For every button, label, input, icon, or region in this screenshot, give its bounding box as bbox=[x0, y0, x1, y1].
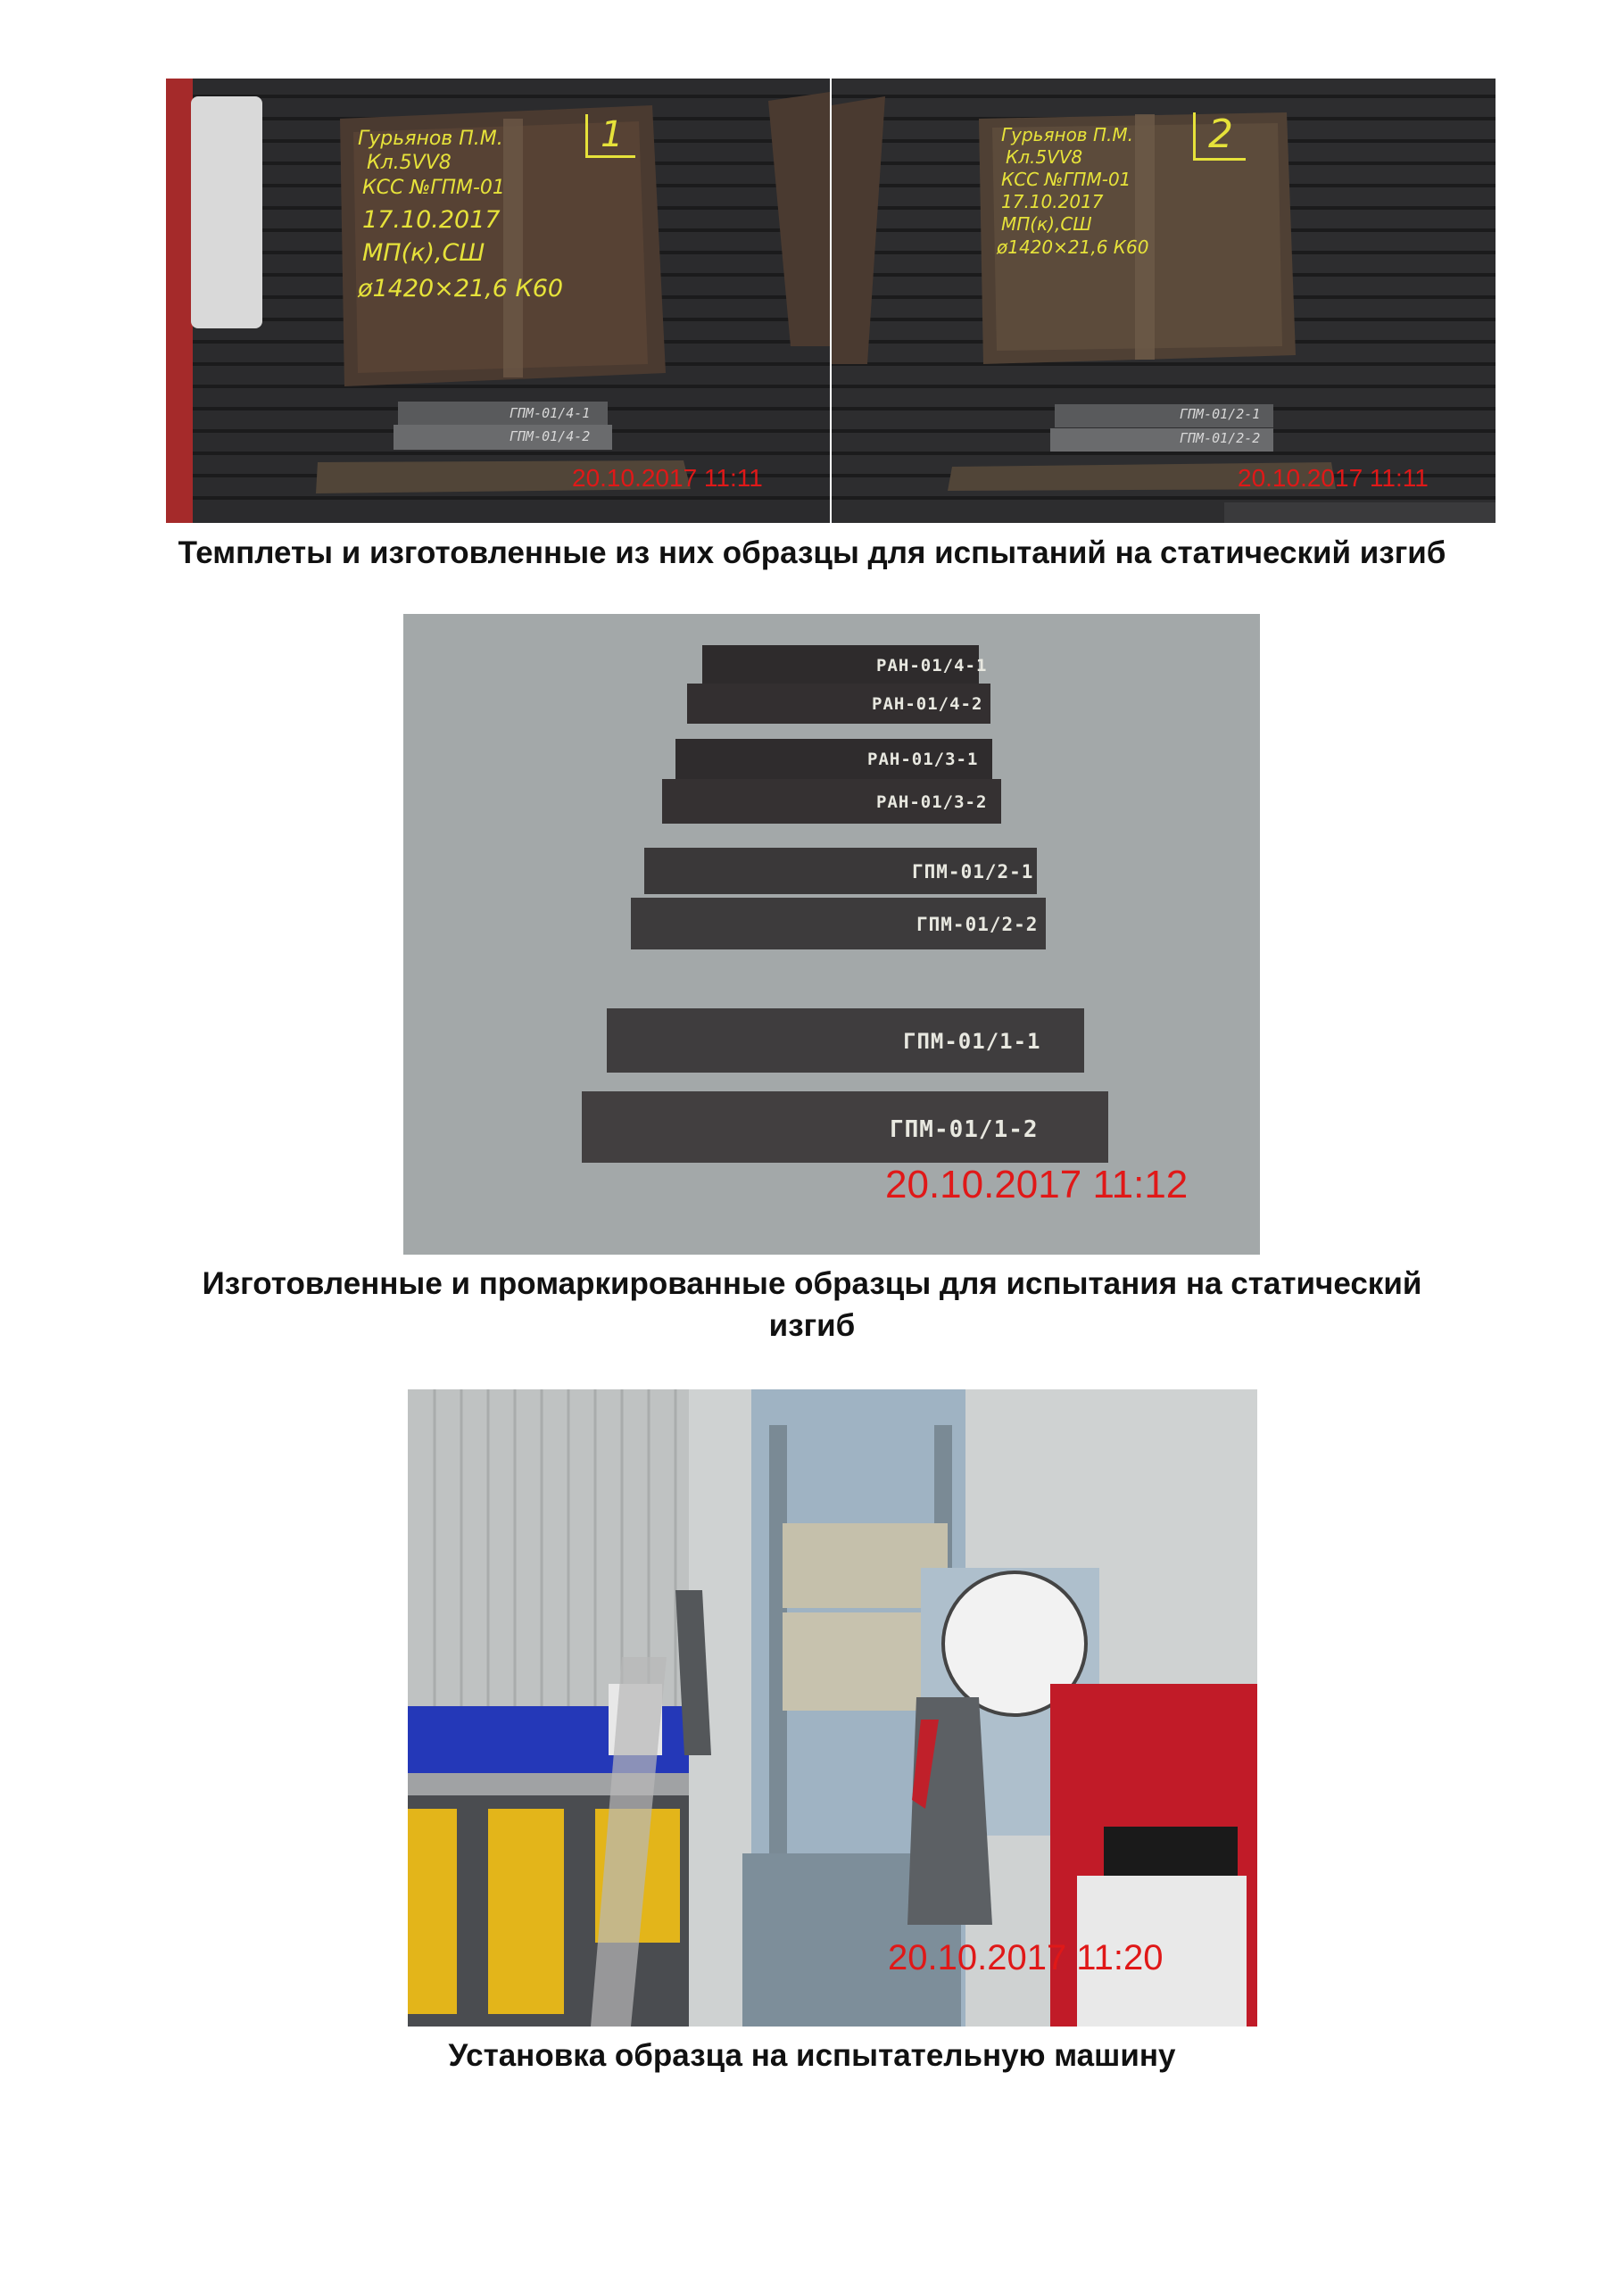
specimen-label-4: РАН-01/3-2 bbox=[876, 792, 988, 812]
bar-label-left-1: ГПМ-01/4-1 bbox=[510, 405, 591, 421]
specimen-label-6: ГПМ-01/2-2 bbox=[916, 914, 1039, 935]
bar-label-left-2: ГПМ-01/4-2 bbox=[510, 428, 591, 444]
photo-marked-specimens bbox=[403, 614, 1260, 1255]
timestamp-right: 20.10.2017 11:11 bbox=[1238, 464, 1429, 492]
plate2-number: 2 bbox=[1193, 112, 1246, 161]
plate2-label-line6: ø1420×21,6 К60 bbox=[997, 236, 1149, 258]
timestamp-left: 20.10.2017 11:11 bbox=[572, 464, 763, 492]
specimen-label-7: ГПМ-01/1-1 bbox=[903, 1029, 1041, 1054]
plate1-label-line2: Кл.5VV8 bbox=[367, 152, 452, 174]
photo-templates-right bbox=[832, 79, 1496, 523]
plate1-label-line3: КСС №ГПМ-01 bbox=[362, 177, 505, 199]
white-block bbox=[191, 96, 262, 328]
caption-figure-1: Темплеты и изготовленные из них образцы для испытаний на статический изгиб bbox=[178, 535, 1446, 570]
specimen-label-5: ГПМ-01/2-1 bbox=[912, 861, 1034, 883]
plate1-label-line5: МП(к),СШ bbox=[362, 239, 485, 267]
rubber-mat-background-right bbox=[832, 79, 1496, 523]
plate2-label-line2: Кл.5VV8 bbox=[1006, 146, 1083, 168]
plate2-label-line1: Гурьянов П.М. bbox=[1001, 124, 1133, 145]
specimen-label-2: РАН-01/4-2 bbox=[872, 694, 983, 714]
caption-figure-3: Установка образца на испытательную машину bbox=[448, 2038, 1176, 2073]
lab-scene bbox=[408, 1389, 1257, 2027]
plate2-label-line4: 17.10.2017 bbox=[1001, 191, 1104, 212]
bar-label-right-2: ГПМ-01/2-2 bbox=[1180, 430, 1261, 446]
specimen-label-3: РАН-01/3-1 bbox=[867, 750, 979, 769]
specimens-floor-background bbox=[403, 614, 1260, 1255]
photo-templates-left bbox=[166, 79, 830, 523]
timestamp-figure-3: 20.10.2017 11:20 bbox=[888, 1938, 1164, 1977]
plate1-label-line4: 17.10.2017 bbox=[362, 206, 501, 234]
drawer-cabinet-left bbox=[408, 1809, 457, 2014]
specimen-label-8: ГПМ-01/1-2 bbox=[890, 1116, 1039, 1143]
plate2-label-line3: КСС №ГПМ-01 bbox=[1001, 169, 1131, 190]
photo-test-machine bbox=[408, 1389, 1257, 2027]
drawer-cabinet-center bbox=[488, 1809, 564, 2014]
plate1-label-line6: ø1420×21,6 К60 bbox=[358, 275, 564, 303]
laptop bbox=[1104, 1827, 1238, 1876]
plate1-number: 1 bbox=[585, 114, 635, 158]
timestamp-figure-2: 20.10.2017 11:12 bbox=[885, 1163, 1189, 1206]
plate2-label-line5: МП(к),СШ bbox=[1001, 213, 1092, 235]
specimen-label-1: РАН-01/4-1 bbox=[876, 656, 988, 676]
caption-figure-2: Изготовленные и промаркированные образцы для испытания на статический изгиб bbox=[202, 1266, 1422, 1344]
plate1-label-line1: Гурьянов П.М. bbox=[358, 128, 503, 150]
bar-label-right-1: ГПМ-01/2-1 bbox=[1180, 406, 1261, 422]
